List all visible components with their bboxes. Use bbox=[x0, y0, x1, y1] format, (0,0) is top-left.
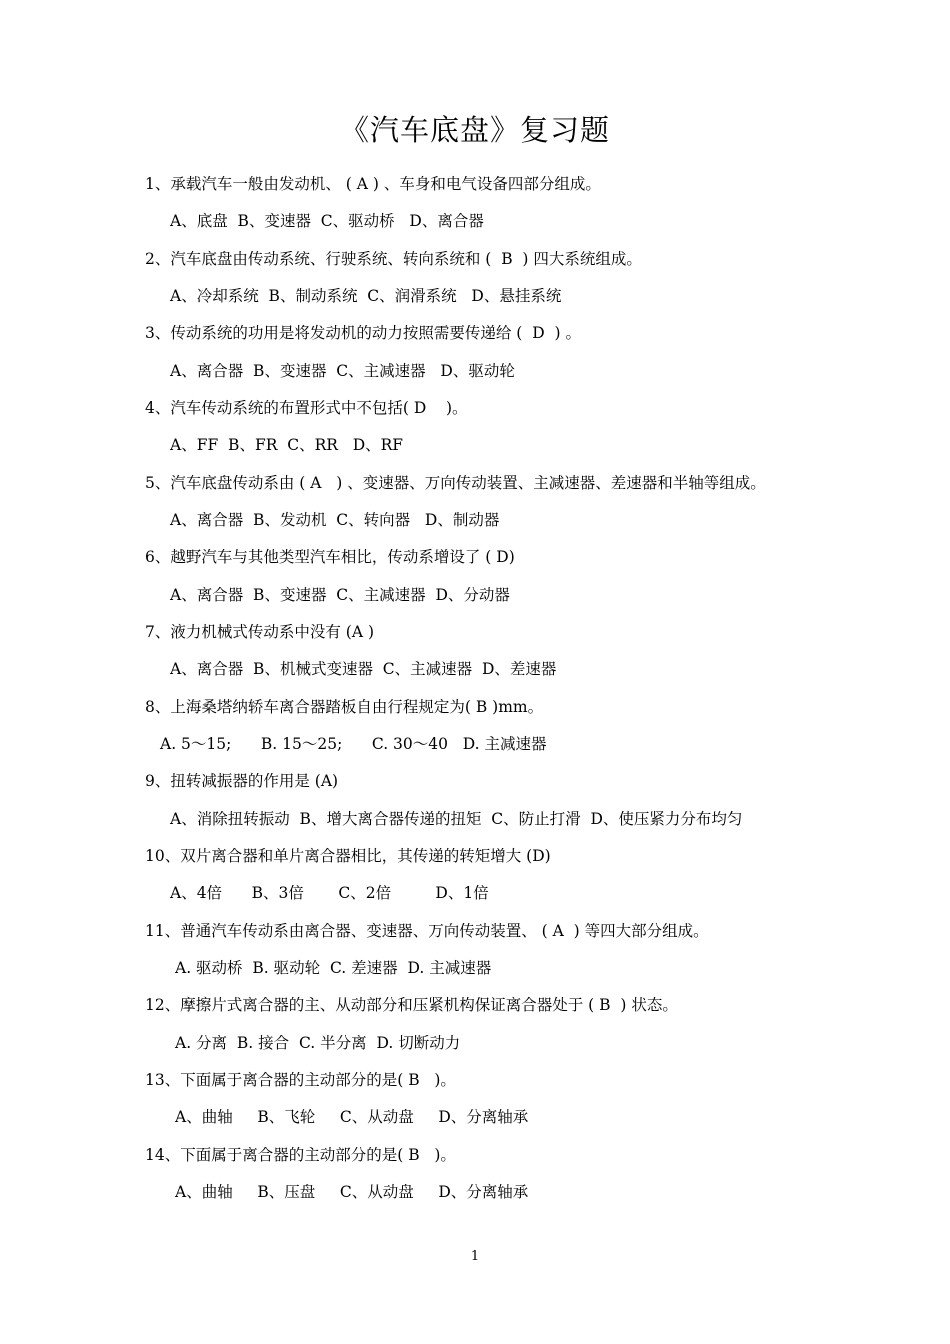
options-9: A、消除扭转振动 B、增大离合器传递的扭矩 C、防止打滑 D、使压紧力分布均匀 bbox=[170, 810, 743, 828]
page-number: 1 bbox=[470, 1249, 480, 1264]
options-5: A、离合器 B、发动机 C、转向器 D、制动器 bbox=[170, 511, 500, 529]
question-5: 5、汽车底盘传动系由 ( A ) 、变速器、万向传动装置、主减速器、差速器和半轴等组成。 bbox=[145, 474, 766, 492]
options-4: A、FF B、FR C、RR D、RF bbox=[170, 436, 404, 454]
question-3: 3、传动系统的功用是将发动机的动力按照需要传递给 ( D ) 。 bbox=[145, 324, 581, 342]
question-12: 12、摩擦片式离合器的主、从动部分和压紧机构保证离合器处于 ( B ) 状态。 bbox=[145, 996, 678, 1014]
options-6: A、离合器 B、变速器 C、主减速器 D、分动器 bbox=[170, 586, 510, 604]
options-3: A、离合器 B、变速器 C、主减速器 D、驱动轮 bbox=[170, 362, 515, 380]
question-13: 13、下面属于离合器的主动部分的是( B )。 bbox=[145, 1071, 456, 1089]
question-4: 4、汽车传动系统的布置形式中不包括( D )。 bbox=[145, 399, 468, 417]
options-13: A、曲轴 B、飞轮 C、从动盘 D、分离轴承 bbox=[175, 1108, 529, 1126]
document-title: 《汽车底盘》复习题 bbox=[339, 113, 610, 147]
question-11: 11、普通汽车传动系由离合器、变速器、万向传动装置、 ( A ) 等四大部分组成。 bbox=[145, 922, 709, 940]
options-8: A. 5～15; B. 15～25; C. 30～40 D. 主减速器 bbox=[160, 735, 547, 753]
options-7: A、离合器 B、机械式变速器 C、主减速器 D、差速器 bbox=[170, 660, 557, 678]
question-10: 10、双片离合器和单片离合器相比，其传递的转矩增大 (D) bbox=[145, 847, 551, 865]
question-6: 6、越野汽车与其他类型汽车相比，传动系增设了 ( D) bbox=[145, 548, 515, 566]
options-11: A. 驱动桥 B. 驱动轮 C. 差速器 D. 主减速器 bbox=[175, 959, 492, 977]
options-14: A、曲轴 B、压盘 C、从动盘 D、分离轴承 bbox=[175, 1183, 529, 1201]
question-7: 7、液力机械式传动系中没有 (A ) bbox=[145, 623, 375, 641]
options-12: A. 分离 B. 接合 C. 半分离 D. 切断动力 bbox=[175, 1034, 461, 1052]
question-14: 14、下面属于离合器的主动部分的是( B )。 bbox=[145, 1146, 456, 1164]
options-1: A、底盘 B、变速器 C、驱动桥 D、离合器 bbox=[170, 212, 484, 230]
question-2: 2、汽车底盘由传动系统、行驶系统、转向系统和 ( B ) 四大系统组成。 bbox=[145, 250, 642, 268]
options-2: A、冷却系统 B、制动系统 C、润滑系统 D、悬挂系统 bbox=[170, 287, 562, 305]
question-1: 1、承载汽车一般由发动机、 ( A ) 、车身和电气设备四部分组成。 bbox=[145, 175, 601, 193]
question-9: 9、扭转减振器的作用是 (A) bbox=[145, 772, 339, 790]
question-8: 8、上海桑塔纳轿车离合器踏板自由行程规定为( B )mm。 bbox=[145, 698, 544, 716]
options-10: A、4倍 B、3倍 C、2倍 D、1倍 bbox=[170, 884, 489, 902]
